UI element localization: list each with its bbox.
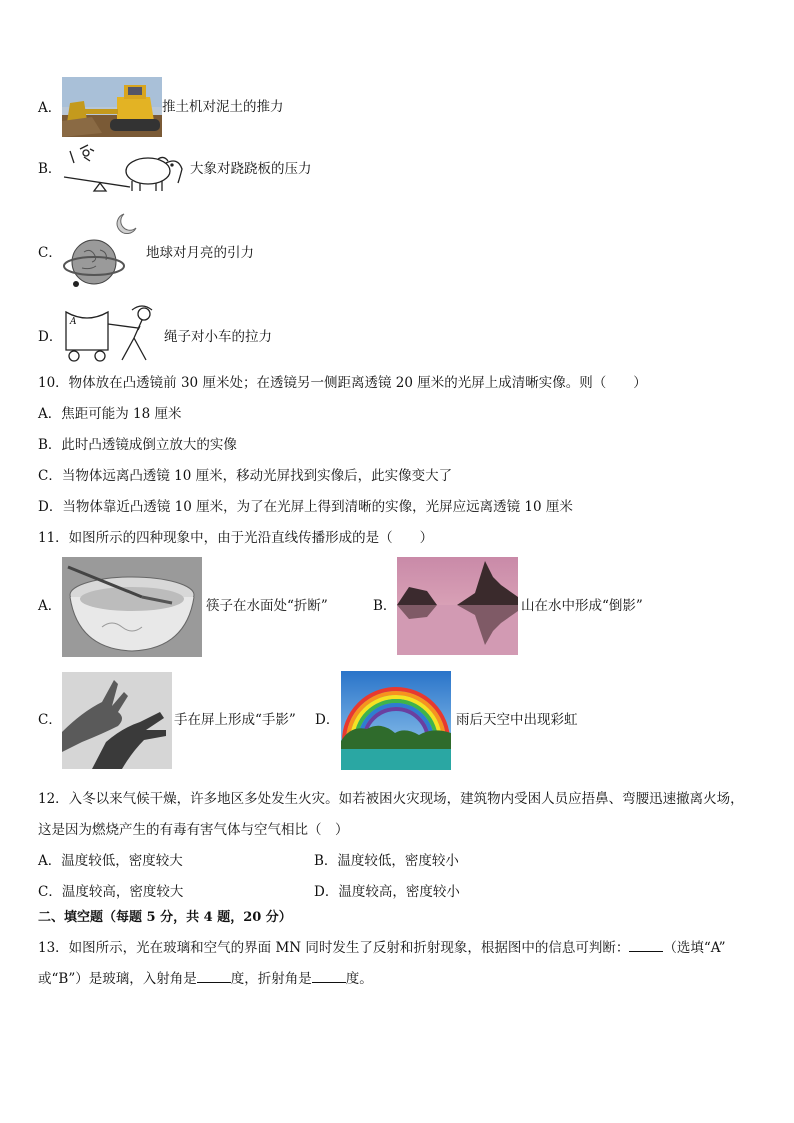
option-c: C．当物体远离凸透镜 10 厘米，移动光屏找到实像后，此实像变大了 (38, 468, 453, 484)
rope-cart-drawing (62, 302, 162, 364)
cart-label: A (70, 317, 77, 327)
option-letter: A． (38, 100, 62, 116)
option-b: B．温度较低，密度较小 (314, 853, 459, 869)
option-d: D．当物体靠近凸透镜 10 厘米，为了在光屏上得到清晰的实像，光屏应远离透镜 10 厘米 (38, 499, 573, 515)
earth-moon-drawing (62, 210, 144, 290)
option-text: 大象对跷跷板的压力 (190, 161, 312, 177)
option-text: 推土机对泥土的推力 (162, 99, 284, 115)
option-text: 手在屏上形成“手影” (174, 712, 296, 728)
option-text: 山在水中形成“倒影” (521, 598, 643, 614)
option-b: B．此时凸透镜成倒立放大的实像 (38, 437, 237, 453)
option-text: 绳子对小车的拉力 (164, 329, 272, 345)
question-text: 或“B”）是玻璃，入射角是 (38, 971, 197, 987)
chopstick-bowl-photo (62, 557, 202, 657)
option-text: 筷子在水面处“折断” (206, 598, 328, 614)
hand-shadow-photo (62, 672, 172, 769)
answer-blank[interactable] (629, 939, 663, 952)
question-stem-line2: 这是因为燃烧产生的有毒有害气体与空气相比（ ） (38, 822, 349, 838)
section-title: 二、填空题（每题 5 分，共 4 题，20 分） (38, 910, 292, 925)
option-letter: A． (38, 598, 62, 614)
elephant-seesaw-drawing (60, 143, 190, 193)
question-13-line2 (38, 970, 373, 987)
option-letter: D． (315, 712, 340, 728)
option-letter: B． (373, 598, 397, 614)
option-c: C．温度较高，密度较大 (38, 884, 184, 900)
option-letter: D． (38, 329, 63, 345)
question-stem: 11．如图所示的四种现象中，由于光沿直线传播形成的是（ ） (38, 530, 434, 546)
bulldozer-photo (62, 77, 162, 137)
answer-blank[interactable] (197, 970, 231, 983)
question-stem-line1: 12．入冬以来气候干燥，许多地区多处发生火灾。如若被困火灾现场，建筑物内受困人员应捂鼻、弯腰迅速撤离火场， (38, 791, 744, 807)
option-letter: C． (38, 712, 62, 728)
option-letter: C． (38, 245, 62, 261)
question-text: 度。 (345, 971, 373, 987)
question-text: 度，折射角是 (230, 971, 312, 987)
option-a: A．温度较低，密度较大 (38, 853, 183, 869)
option-a: A．焦距可能为 18 厘米 (38, 406, 182, 422)
option-d: D．温度较高，密度较小 (314, 884, 460, 900)
rainbow-photo (341, 671, 451, 770)
option-text: 地球对月亮的引力 (146, 245, 254, 261)
answer-blank[interactable] (312, 970, 346, 983)
question-text: （选填“A” (663, 940, 726, 956)
option-text: 雨后天空中出现彩虹 (456, 712, 578, 728)
question-stem: 10．物体放在凸透镜前 30 厘米处；在透镜另一侧距离透镜 20 厘米的光屏上成清晰实像。则（ ） (38, 375, 647, 391)
option-letter: B． (38, 161, 62, 177)
question-13-line1 (38, 939, 725, 956)
mountain-reflection-photo (397, 557, 518, 655)
question-text: 13．如图所示，光在玻璃和空气的界面 MN 同时发生了反射和折射现象，根据图中的信息可判断： (38, 940, 630, 956)
